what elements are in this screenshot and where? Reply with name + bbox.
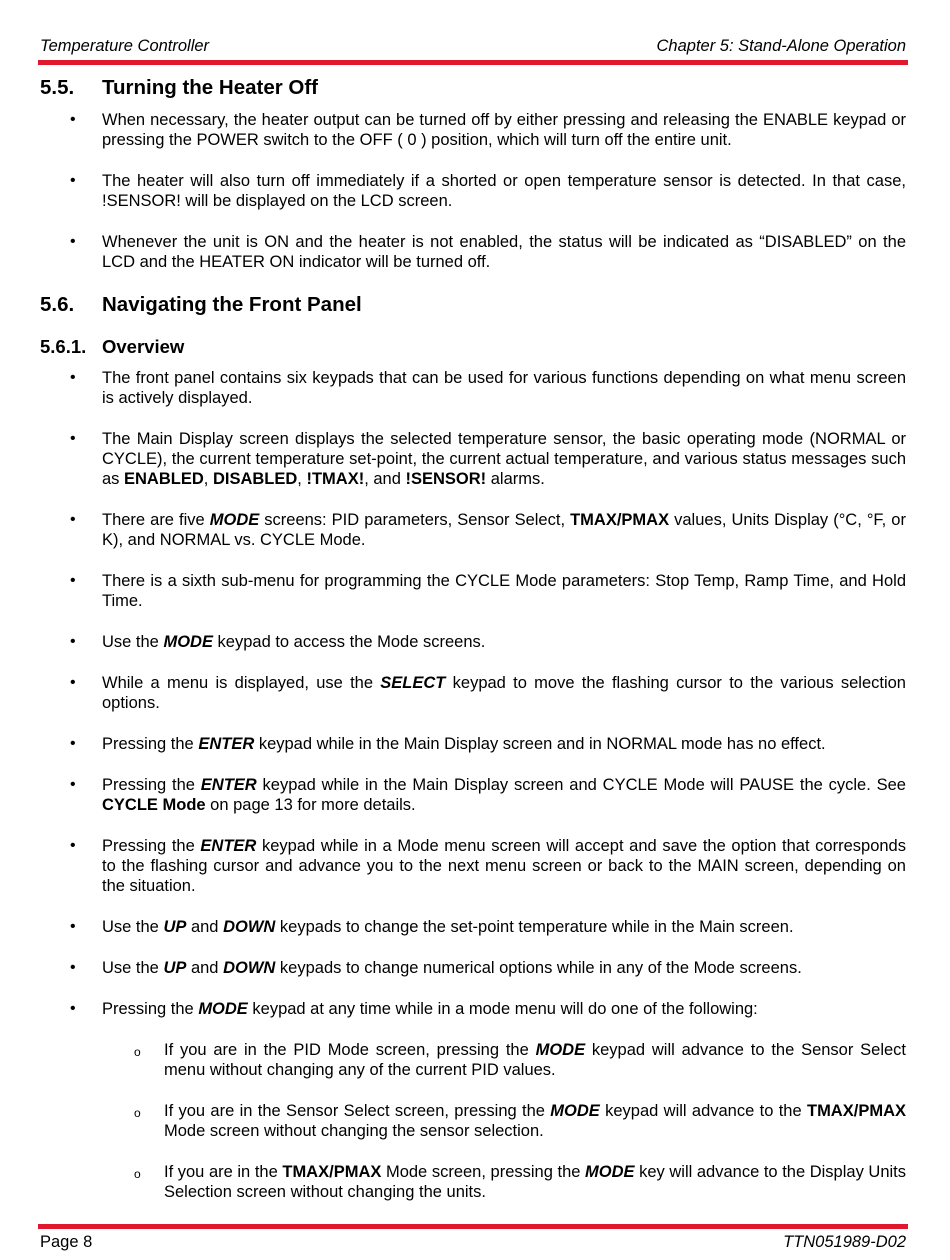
section-5-5-heading [40, 76, 906, 100]
list-item: • Use the UP and DOWN keypads to change the set-point temperature while in the Main screen. [40, 917, 906, 937]
list-item: • The front panel contains six keypads that can be used for various functions depending on what menu screen is actively displayed. [40, 368, 906, 408]
list-item: • When necessary, the heater output can be turned off by either pressing and releasing the ENABLE keypad or pressing the POWER switch to the OFF ( 0 ) position, which will turn off the entire unit. [40, 110, 906, 150]
mode-sublist [40, 1040, 906, 1202]
list-item: • There are five MODE screens: PID parameters, Sensor Select, TMAX/PMAX values, Units Display (°C, °F, or K), and NORMAL vs. CYCLE Mode. [40, 510, 906, 550]
list-item: • Pressing the ENTER keypad while in the Main Display screen and in NORMAL mode has no effect. [40, 734, 906, 754]
list-item: • The heater will also turn off immediately if a shorted or open temperature sensor is detected. In that case, !SENSOR! will be displayed on the LCD screen. [40, 171, 906, 211]
section-title: Turning the Heater Off [102, 76, 319, 99]
header-rule [38, 60, 908, 65]
list-item: • Pressing the MODE keypad at any time while in a mode menu will do one of the following: [40, 999, 906, 1019]
section-title: Overview [102, 336, 185, 357]
footer-rule [38, 1224, 908, 1229]
header-title: Temperature Controller [40, 37, 210, 55]
section-number: 5.6. [40, 293, 75, 316]
overview-list [40, 368, 906, 1019]
list-item: • While a menu is displayed, use the SELECT keypad to move the flashing cursor to the various selection options. [40, 673, 906, 713]
list-item: • Pressing the ENTER keypad while in the Main Display screen and CYCLE Mode will PAUSE the cycle. See CYCLE Mode on page 13 for more details. [40, 775, 906, 815]
page-footer [40, 1233, 906, 1252]
list-item: • Pressing the ENTER keypad while in a Mode menu screen will accept and save the option that corresponds to the flashing cursor and advance you to the next menu screen or back to the MAIN screen, depending on the situation. [40, 836, 906, 896]
header-chapter: Chapter 5: Stand-Alone Operation [656, 37, 906, 55]
page-number: Page 8 [40, 1233, 93, 1251]
sub-list-item: o If you are in the TMAX/PMAX Mode screen, pressing the MODE key will advance to the Display Units Selection screen without changing the units. [40, 1162, 906, 1202]
section-title: Navigating the Front Panel [102, 293, 362, 316]
page-header [40, 37, 906, 56]
page-content [40, 76, 906, 1202]
section-5-6-1-heading [40, 336, 906, 358]
sub-list-item: o If you are in the PID Mode screen, pressing the MODE keypad will advance to the Sensor Select menu without changing any of the current PID values. [40, 1040, 906, 1080]
list-item: • Use the MODE keypad to access the Mode screens. [40, 632, 906, 652]
section-number: 5.6.1. [40, 336, 87, 357]
list-item: • The Main Display screen displays the selected temperature sensor, the basic operating mode (NORMAL or CYCLE), the current temperature set-point, the current actual temperature, and various status messages such as ENABLED, DISABLED, !TMAX!, and !SENSOR! alarms. [40, 429, 906, 489]
document-id: TTN051989-D02 [783, 1233, 906, 1251]
section-5-6-heading [40, 293, 906, 317]
section-5-5-list [40, 110, 906, 272]
list-item: • Use the UP and DOWN keypads to change numerical options while in any of the Mode screens. [40, 958, 906, 978]
list-item: • There is a sixth sub-menu for programming the CYCLE Mode parameters: Stop Temp, Ramp Time, and Hold Time. [40, 571, 906, 611]
sub-list-item: o If you are in the Sensor Select screen, pressing the MODE keypad will advance to the TMAX/PMAX Mode screen without changing the sensor selection. [40, 1101, 906, 1141]
section-number: 5.5. [40, 76, 75, 99]
list-item: • Whenever the unit is ON and the heater is not enabled, the status will be indicated as “DISABLED” on the LCD and the HEATER ON indicator will be turned off. [40, 232, 906, 272]
